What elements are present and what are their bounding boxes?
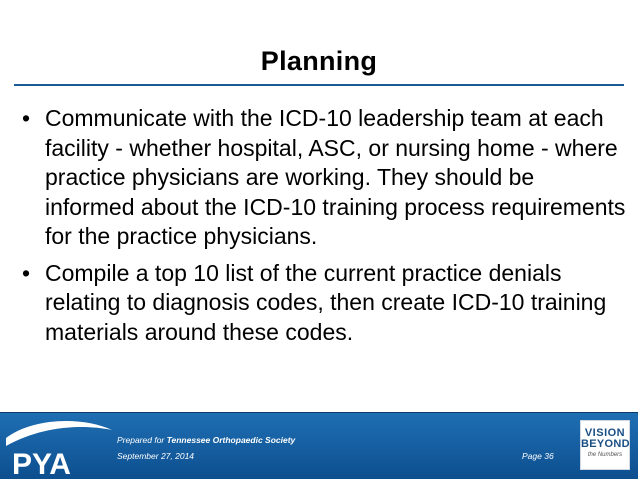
prepared-prefix: Prepared for [117,435,167,445]
pya-logo-icon [2,420,114,478]
logo-text: PYA [12,448,71,478]
presentation-date: September 27, 2014 [117,451,195,461]
bullet-text: Compile a top 10 list of the current practice denials relating to diagnosis codes, then create ICD-10 training materials around these codes. [45,259,607,345]
page-number: Page 36 [522,451,554,461]
title-divider [14,84,624,86]
bullet-item [22,104,627,252]
badge-line1: VISION [584,427,626,439]
bullet-item [22,259,627,348]
slide-title: Planning [260,46,378,76]
bullet-dot-icon: • [22,259,31,286]
vision-beyond-badge [580,420,630,470]
footer-divider [0,412,638,413]
prepared-for-label [117,435,295,445]
bullet-text: Communicate with the ICD-10 leadership team at each facility - whether hospital, ASC, or nursing home - where practice physicians are working. They should be informed about the ICD-10 training process requirements for the practice physicians. [45,105,626,249]
bullet-dot-icon: • [22,105,31,131]
bullet-list [22,104,627,354]
prepared-for-org: Tennessee Orthopaedic Society [166,435,296,445]
badge-line3: the Numbers [587,452,623,458]
badge-line2: BEYOND [581,438,630,450]
